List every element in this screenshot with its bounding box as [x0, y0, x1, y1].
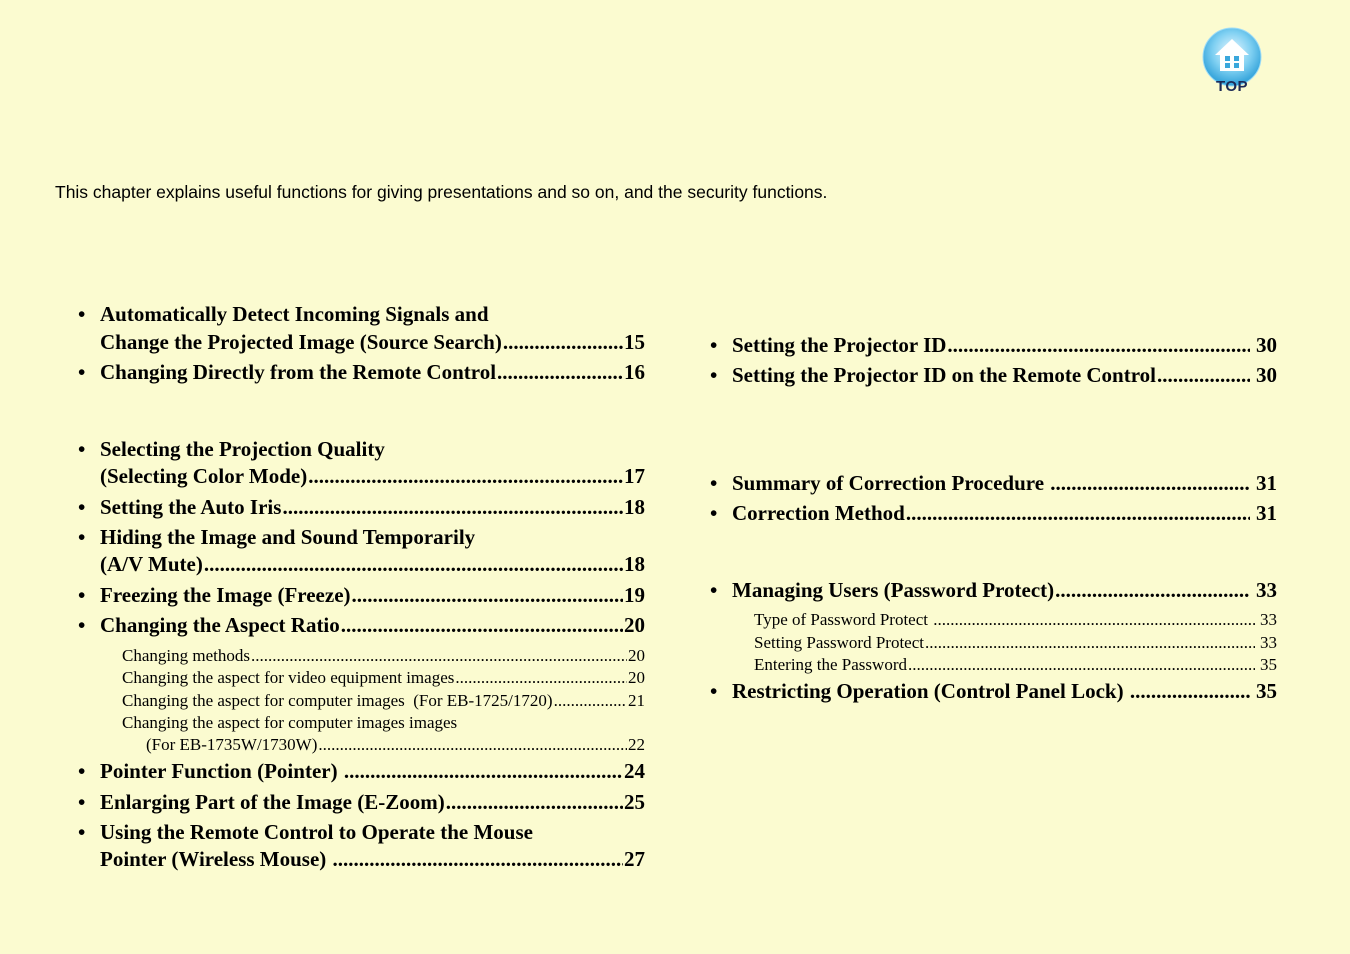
toc-page: 18 — [624, 552, 645, 576]
toc-sub-title: (For EB-1735W/1730W) — [146, 735, 318, 754]
toc-page: 31 — [1250, 501, 1277, 525]
toc-title: (A/V Mute) — [100, 552, 203, 576]
toc-sub-title: Entering the Password — [754, 655, 907, 674]
toc-title: • Setting the Auto Iris — [100, 495, 282, 519]
toc-title: • Correction Method — [732, 501, 905, 525]
toc-title: • Changing Directly from the Remote Control — [100, 360, 497, 384]
toc-page: 17 — [624, 464, 645, 488]
leader-dots — [318, 734, 627, 756]
toc-sub-title: Changing the aspect for computer images (For EB-1725/1720) — [122, 691, 553, 710]
toc-sub-aspect-video[interactable] — [122, 667, 645, 689]
toc-sub-page: 22 — [628, 735, 645, 754]
toc-projection-quality-line1[interactable]: • Selecting the Projection Quality — [100, 436, 385, 463]
leader-dots — [908, 654, 1255, 676]
toc-sub-aspect-computer-1725[interactable] — [122, 690, 645, 712]
toc-wireless-mouse[interactable] — [100, 846, 645, 873]
leader-dots — [1050, 470, 1249, 497]
toc-sub-title: Changing methods — [122, 646, 250, 665]
leader-dots — [204, 551, 623, 578]
toc-projector-id[interactable] — [732, 332, 1277, 359]
leader-dots — [1157, 362, 1250, 389]
leader-dots — [308, 463, 623, 490]
toc-sub-aspect-computer-1735[interactable] — [146, 734, 645, 756]
toc-title: • Enlarging Part of the Image (E-Zoom) — [100, 790, 445, 814]
leader-dots — [554, 690, 627, 712]
toc-page: 25 — [624, 790, 645, 814]
toc-sub-page: 20 — [628, 668, 645, 687]
leader-dots — [251, 645, 627, 667]
toc-title: • Pointer Function (Pointer) — [100, 759, 343, 783]
toc-sub-page: 35 — [1255, 655, 1277, 674]
toc-freeze[interactable] — [100, 582, 645, 609]
toc-sub-page: 20 — [628, 646, 645, 665]
leader-dots — [503, 329, 623, 356]
top-label: TOP — [1215, 78, 1249, 95]
toc-page: 24 — [624, 759, 645, 783]
toc-sub-title: Type of Password Protect — [754, 610, 933, 629]
leader-dots — [344, 758, 623, 785]
leader-dots — [947, 332, 1249, 359]
toc-page: 19 — [624, 583, 645, 607]
toc-sub-page: 33 — [1255, 610, 1277, 629]
toc-title: (Selecting Color Mode) — [100, 464, 308, 488]
leader-dots — [1055, 577, 1250, 604]
toc-projection-quality[interactable] — [100, 463, 645, 490]
toc-av-mute[interactable] — [100, 551, 645, 578]
toc-page: 20 — [624, 613, 645, 637]
toc-pointer[interactable] — [100, 758, 645, 785]
leader-dots — [1130, 678, 1250, 705]
toc-av-mute-line1[interactable]: • Hiding the Image and Sound Temporarily — [100, 524, 475, 551]
leader-dots — [933, 609, 1255, 631]
toc-page: 18 — [624, 495, 645, 519]
toc-sub-title: Changing the aspect for video equipment images — [122, 668, 455, 687]
toc-sub-aspect-computer-1735-line1[interactable]: Changing the aspect for computer images images — [122, 713, 458, 732]
toc-page: 27 — [624, 847, 645, 871]
toc-sub-password-type[interactable] — [754, 609, 1277, 631]
toc-page: 16 — [624, 360, 645, 384]
leader-dots — [455, 667, 627, 689]
toc-aspect-ratio[interactable] — [100, 612, 645, 639]
toc-source-search-line1[interactable]: • Automatically Detect Incoming Signals and — [100, 301, 489, 328]
leader-dots — [446, 789, 623, 816]
toc-page: 30 — [1250, 363, 1277, 387]
leader-dots — [341, 612, 623, 639]
leader-dots — [282, 494, 623, 521]
top-button[interactable] — [1201, 27, 1263, 97]
toc-title: • Managing Users (Password Protect) — [732, 578, 1055, 602]
toc-wireless-mouse-line1[interactable]: • Using the Remote Control to Operate the Mouse — [100, 819, 533, 846]
leader-dots — [925, 632, 1255, 654]
toc-projector-id-remote[interactable] — [732, 362, 1277, 389]
toc-remote-direct[interactable] — [100, 359, 645, 386]
toc-sub-title: Setting Password Protect — [754, 633, 924, 652]
toc-title: • Summary of Correction Procedure — [732, 471, 1050, 495]
toc-correction-summary[interactable] — [732, 470, 1277, 497]
toc-auto-iris[interactable] — [100, 494, 645, 521]
toc-page: 15 — [624, 330, 645, 354]
chapter-intro: This chapter explains useful functions for giving presentations and so on, and the security functions. — [55, 182, 828, 202]
toc-title: Change the Projected Image (Source Search) — [100, 330, 502, 354]
toc-title: Pointer (Wireless Mouse) — [100, 847, 332, 871]
toc-title: • Restricting Operation (Control Panel Lock) — [732, 679, 1129, 703]
toc-title: • Setting the Projector ID — [732, 333, 947, 357]
toc-sub-changing-methods[interactable] — [122, 645, 645, 667]
toc-title: • Changing the Aspect Ratio — [100, 613, 340, 637]
leader-dots — [352, 582, 623, 609]
toc-page: 35 — [1250, 679, 1277, 703]
toc-title: • Freezing the Image (Freeze) — [100, 583, 351, 607]
toc-page: 31 — [1250, 471, 1277, 495]
toc-ezoom[interactable] — [100, 789, 645, 816]
toc-sub-password-setting[interactable] — [754, 632, 1277, 654]
leader-dots — [497, 359, 623, 386]
toc-correction-method[interactable] — [732, 500, 1277, 527]
toc-source-search[interactable] — [100, 329, 645, 356]
toc-page: 33 — [1250, 578, 1277, 602]
toc-sub-page: 33 — [1255, 633, 1277, 652]
leader-dots — [333, 846, 623, 873]
toc-password-protect[interactable] — [732, 577, 1277, 604]
toc-page: 30 — [1250, 333, 1277, 357]
toc-sub-password-entering[interactable] — [754, 654, 1277, 676]
toc-sub-page: 21 — [628, 691, 645, 710]
toc-control-panel-lock[interactable] — [732, 678, 1277, 705]
toc-title: • Setting the Projector ID on the Remote Control — [732, 363, 1156, 387]
leader-dots — [906, 500, 1250, 527]
